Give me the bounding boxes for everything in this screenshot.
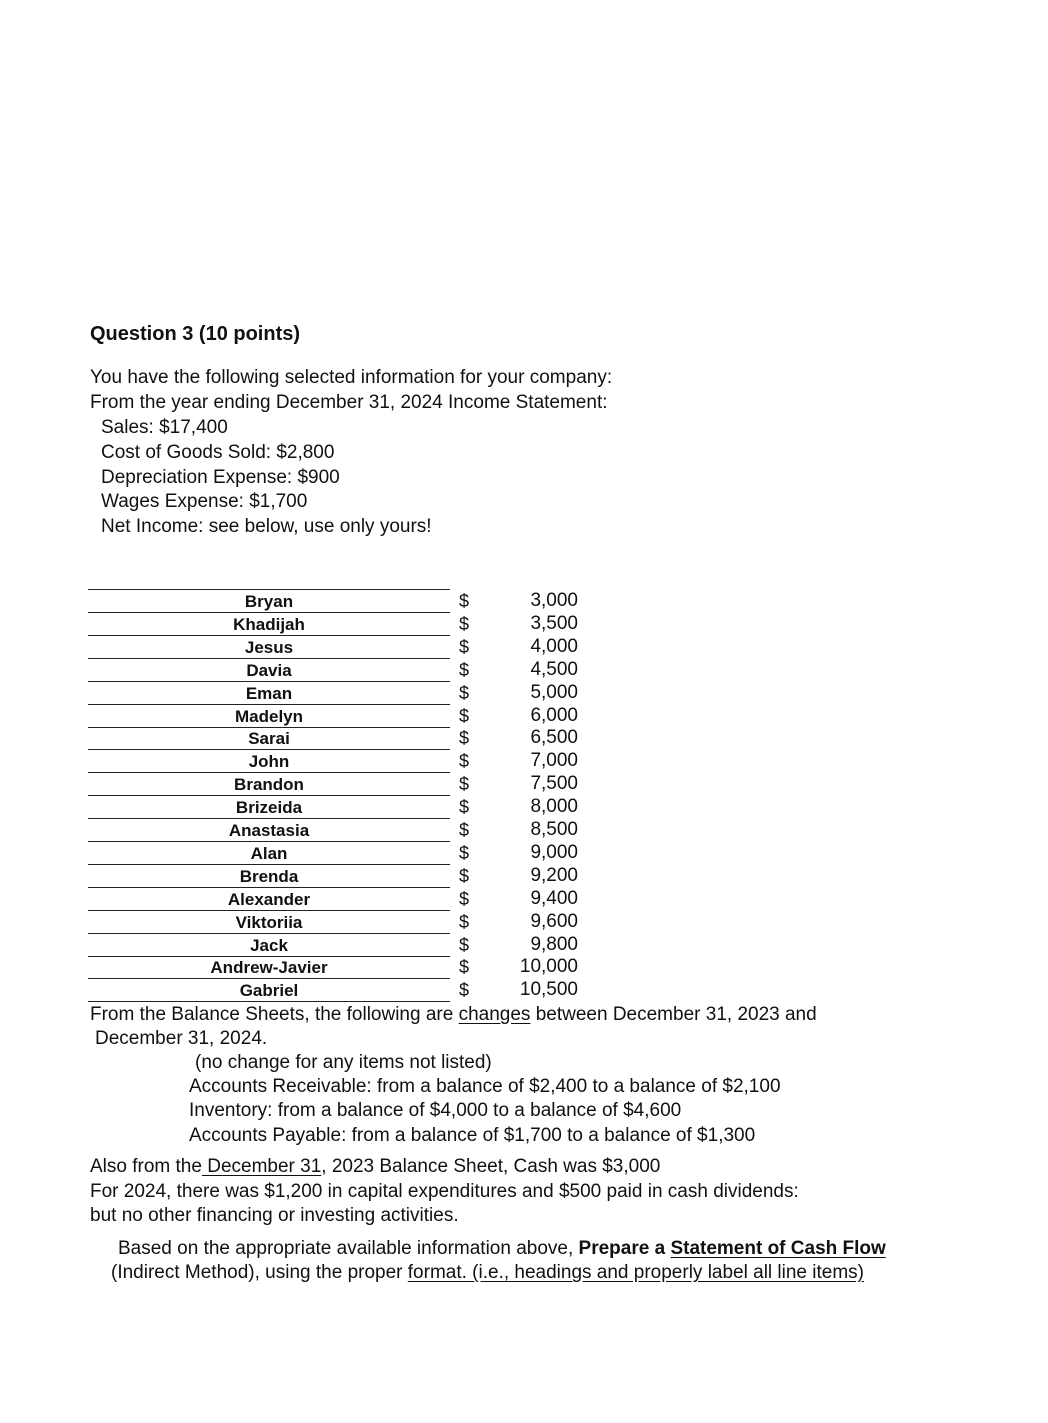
- table-row: [88, 842, 450, 865]
- accounts-receivable-line: Accounts Receivable: from a balance of $2,400 to a balance of $2,100: [189, 1076, 781, 1097]
- balance-line-1-post: between December 31, 2023 and: [530, 1004, 817, 1025]
- instructions-pre: Based on the appropriate available information above,: [118, 1238, 579, 1259]
- no-change-note: (no change for any items not listed): [195, 1052, 492, 1073]
- intro-line-1: You have the following selected information for your company:: [90, 367, 613, 388]
- student-name: Alan: [250, 843, 288, 863]
- instructions-line-2: [111, 1261, 864, 1285]
- student-name: Jesus: [244, 637, 294, 657]
- net-income-amount: 8,000: [530, 796, 578, 818]
- also-line-2: For 2024, there was $1,200 in capital expenditures and $500 paid in cash dividends:: [90, 1181, 799, 1202]
- currency-symbol: $: [459, 636, 470, 657]
- currency-symbol: $: [459, 682, 470, 703]
- instructions-bold: Prepare a: [578, 1238, 671, 1259]
- also-line-1: [90, 1155, 660, 1179]
- table-row: [88, 636, 450, 659]
- student-name: Anastasia: [228, 821, 310, 840]
- currency-symbol: $: [459, 911, 470, 932]
- net-income-amount: 7,500: [530, 773, 578, 795]
- net-income-amount: 3,000: [530, 590, 578, 611]
- student-name: Brenda: [239, 866, 299, 886]
- question-title: Question 3 (10 points): [90, 323, 301, 345]
- net-income-amount: 9,200: [530, 864, 578, 886]
- student-name: John: [248, 752, 290, 772]
- table-row: [88, 956, 450, 979]
- currency-symbol: $: [459, 728, 470, 749]
- net-income-amount: 9,000: [530, 841, 578, 863]
- currency-symbol: $: [459, 751, 470, 772]
- currency-symbol: $: [459, 980, 470, 1001]
- student-name: Bryan: [244, 592, 294, 611]
- net-income-amount: 9,400: [530, 887, 578, 909]
- balance-line-1-pre: From the Balance Sheets, the following are: [90, 1004, 459, 1025]
- student-name: Davia: [246, 660, 292, 680]
- net-income-amount: 7,000: [530, 750, 578, 772]
- currency-symbol: $: [459, 842, 470, 863]
- student-name: Brandon: [234, 775, 304, 795]
- table-row: [88, 773, 450, 796]
- student-name: Khadijah: [233, 614, 305, 634]
- table-row: [88, 819, 450, 842]
- student-name: Gabriel: [239, 981, 299, 1001]
- net-income-amount: 9,800: [530, 933, 578, 955]
- table-row: [88, 682, 450, 705]
- wages-line: Wages Expense: $1,700: [101, 491, 308, 512]
- student-name: Eman: [245, 683, 293, 703]
- depreciation-line: Depreciation Expense: $900: [101, 467, 340, 488]
- net-income-amount: 4,500: [530, 658, 578, 680]
- changes-underlined: changes: [458, 1004, 531, 1025]
- instructions-line-1: [118, 1237, 886, 1261]
- inventory-line: Inventory: from a balance of $4,000 to a balance of $4,600: [189, 1100, 682, 1121]
- balance-line-1: [90, 1003, 817, 1027]
- net-income-amount: 5,000: [530, 681, 578, 703]
- table-row: [88, 727, 450, 750]
- currency-symbol: $: [459, 705, 470, 726]
- currency-symbol: $: [459, 797, 470, 818]
- instructions-line-2-pre: (Indirect Method), using the proper: [111, 1262, 408, 1283]
- table-row: [88, 934, 450, 957]
- currency-symbol: $: [459, 888, 470, 909]
- net-income-amount: 9,600: [530, 910, 578, 932]
- net-income-amount: 10,000: [519, 956, 578, 978]
- student-name: Jack: [250, 935, 288, 955]
- currency-symbol: $: [459, 820, 470, 840]
- balance-line-2: December 31, 2024.: [95, 1028, 268, 1049]
- student-name: Madelyn: [234, 706, 304, 726]
- student-name: Viktoriia: [235, 912, 303, 932]
- student-name: Alexander: [227, 889, 311, 909]
- net-income-amount: 8,500: [530, 819, 578, 840]
- net-income-amount: 3,500: [530, 612, 578, 634]
- cogs-line: Cost of Goods Sold: $2,800: [101, 442, 335, 463]
- intro-line-2: From the year ending December 31, 2024 Income Statement:: [90, 392, 608, 413]
- net-income-amount: 10,500: [519, 979, 578, 1001]
- also-date-underlined: December 31: [201, 1156, 322, 1177]
- currency-symbol: $: [459, 865, 470, 886]
- table-row: [88, 750, 450, 773]
- currency-symbol: $: [459, 957, 470, 978]
- table-row: [88, 590, 450, 613]
- table-row: [88, 796, 450, 819]
- net-income-amount: 6,500: [530, 727, 578, 749]
- table-row: [88, 705, 450, 728]
- currency-symbol: $: [459, 591, 470, 611]
- net-income-amount: 4,000: [530, 635, 578, 657]
- net-income-amount: 6,000: [530, 704, 578, 726]
- currency-symbol: $: [459, 934, 470, 955]
- currency-symbol: $: [459, 613, 470, 634]
- table-row: [88, 865, 450, 888]
- accounts-payable-line: Accounts Payable: from a balance of $1,700 to a balance of $1,300: [189, 1125, 756, 1146]
- also-line-3: but no other financing or investing activities.: [90, 1205, 459, 1226]
- student-name: Andrew-Javier: [210, 958, 328, 978]
- table-row: [88, 659, 450, 682]
- format-underlined: format. (i.e., headings and properly label all line items): [407, 1262, 864, 1283]
- also-post: , 2023 Balance Sheet, Cash was $3,000: [321, 1156, 661, 1177]
- also-pre: Also from the: [90, 1156, 202, 1177]
- student-name: Sarai: [248, 729, 290, 749]
- currency-symbol: $: [459, 774, 470, 795]
- net-income-line: Net Income: see below, use only yours!: [101, 516, 432, 537]
- student-name: Brizeida: [235, 798, 303, 818]
- table-row: [88, 979, 450, 1002]
- sales-line: Sales: $17,400: [101, 417, 228, 438]
- table-row: [88, 613, 450, 636]
- currency-symbol: $: [459, 659, 470, 680]
- table-row: [88, 911, 450, 934]
- statement-of-cash-flow: Statement of Cash Flow: [670, 1238, 886, 1259]
- table-row: [88, 888, 450, 911]
